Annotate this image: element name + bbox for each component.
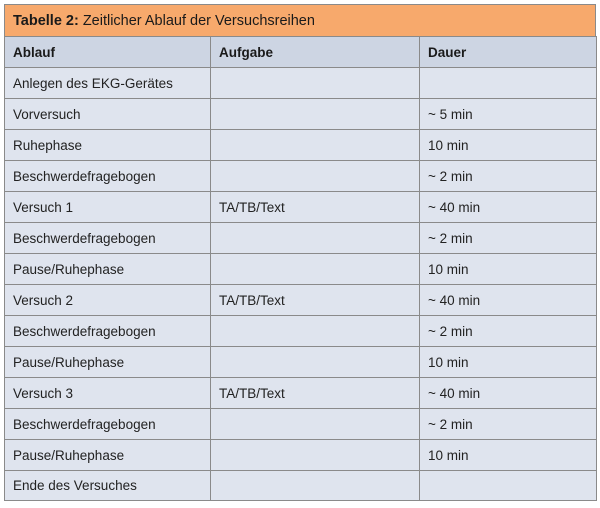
column-header-aufgabe: Aufgabe (211, 37, 420, 68)
table-row (5, 99, 597, 130)
cell-dauer: ~ 2 min (420, 161, 597, 192)
table-row (5, 161, 597, 192)
cell-ablauf: Beschwerdefragebogen (5, 316, 211, 347)
cell-dauer (420, 471, 597, 501)
cell-dauer: ~ 40 min (420, 192, 597, 223)
cell-ablauf: Pause/Ruhephase (5, 347, 211, 378)
table-caption (4, 4, 596, 36)
data-table (4, 36, 597, 501)
column-header-ablauf: Ablauf (5, 37, 211, 68)
cell-aufgabe (211, 254, 420, 285)
cell-dauer: ~ 40 min (420, 378, 597, 409)
cell-ablauf: Versuch 3 (5, 378, 211, 409)
table-row (5, 68, 597, 99)
cell-aufgabe (211, 409, 420, 440)
table-row (5, 378, 597, 409)
table-row (5, 347, 597, 378)
cell-dauer: ~ 5 min (420, 99, 597, 130)
header-row (5, 37, 597, 68)
cell-aufgabe (211, 161, 420, 192)
cell-aufgabe: TA/TB/Text (211, 192, 420, 223)
table-row (5, 223, 597, 254)
table-row (5, 130, 597, 161)
column-header-dauer: Dauer (420, 37, 597, 68)
cell-ablauf: Beschwerdefragebogen (5, 161, 211, 192)
schedule-table (4, 4, 596, 501)
cell-ablauf: Ende des Versuches (5, 471, 211, 501)
cell-ablauf: Beschwerdefragebogen (5, 223, 211, 254)
cell-dauer (420, 68, 597, 99)
cell-ablauf: Versuch 1 (5, 192, 211, 223)
table-row (5, 471, 597, 501)
cell-dauer: 10 min (420, 440, 597, 471)
cell-dauer: ~ 40 min (420, 285, 597, 316)
table-row (5, 409, 597, 440)
cell-aufgabe (211, 440, 420, 471)
cell-aufgabe (211, 223, 420, 254)
cell-dauer: ~ 2 min (420, 316, 597, 347)
table-row (5, 285, 597, 316)
cell-ablauf: Ruhephase (5, 130, 211, 161)
cell-aufgabe: TA/TB/Text (211, 378, 420, 409)
table-row (5, 254, 597, 285)
cell-ablauf: Pause/Ruhephase (5, 440, 211, 471)
cell-aufgabe (211, 68, 420, 99)
cell-dauer: 10 min (420, 347, 597, 378)
cell-dauer: ~ 2 min (420, 223, 597, 254)
table-row (5, 192, 597, 223)
cell-aufgabe (211, 471, 420, 501)
cell-ablauf: Anlegen des EKG-Gerätes (5, 68, 211, 99)
cell-dauer: 10 min (420, 254, 597, 285)
caption-text: Zeitlicher Ablauf der Versuchsreihen (82, 12, 315, 29)
cell-dauer: 10 min (420, 130, 597, 161)
cell-aufgabe (211, 347, 420, 378)
caption-label: Tabelle 2: (13, 12, 79, 29)
cell-aufgabe (211, 316, 420, 347)
cell-aufgabe (211, 99, 420, 130)
cell-aufgabe (211, 130, 420, 161)
cell-aufgabe: TA/TB/Text (211, 285, 420, 316)
cell-ablauf: Beschwerdefragebogen (5, 409, 211, 440)
cell-ablauf: Pause/Ruhephase (5, 254, 211, 285)
cell-ablauf: Vorversuch (5, 99, 211, 130)
table-row (5, 316, 597, 347)
cell-dauer: ~ 2 min (420, 409, 597, 440)
cell-ablauf: Versuch 2 (5, 285, 211, 316)
table-row (5, 440, 597, 471)
